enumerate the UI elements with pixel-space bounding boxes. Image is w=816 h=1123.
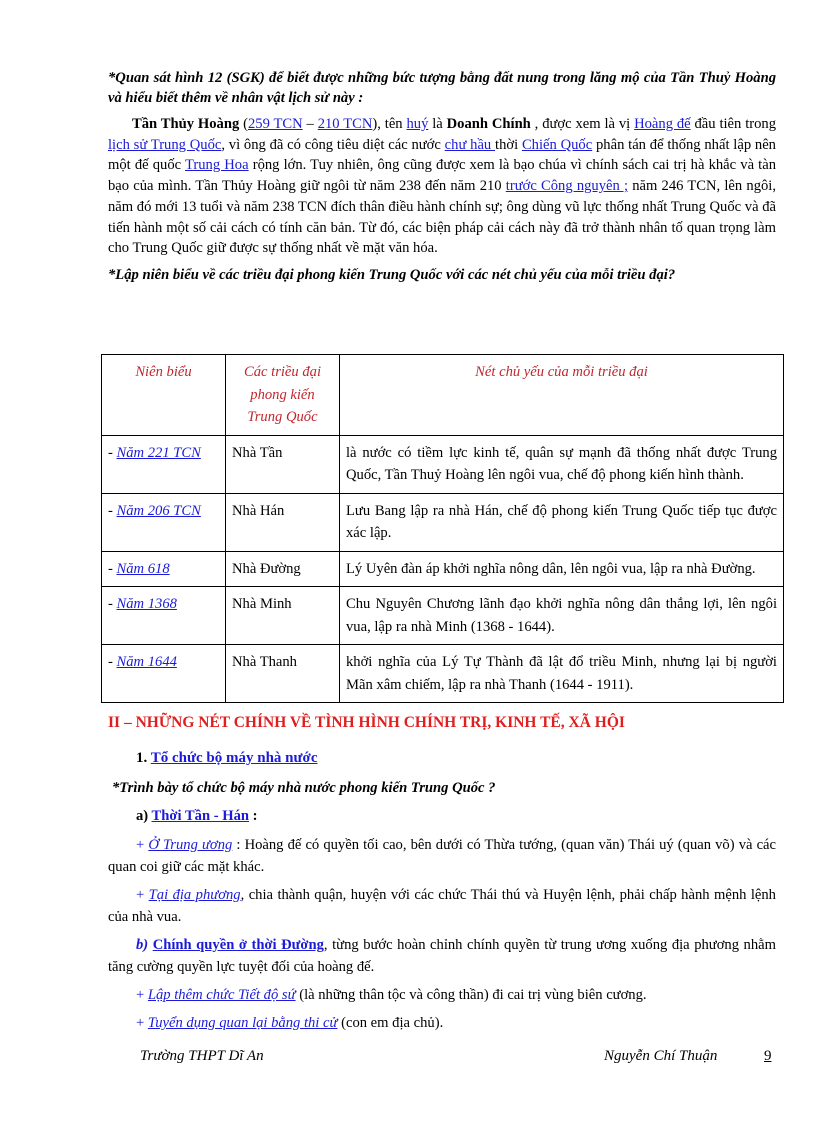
year-link[interactable]: Năm 618 (116, 560, 170, 577)
bio-name: Tần Thủy Hoàng (132, 116, 240, 132)
dynasty-cell: Nhà Minh (226, 587, 340, 645)
link-tuyen-dung-thi-cu[interactable]: Tuyển dụng quan lại bằng thi cử (147, 1015, 338, 1031)
year-link[interactable]: Năm 221 TCN (116, 444, 201, 461)
description-cell: là nước có tiềm lực kinh tế, quân sự mạnh đã thống nhất được Trung Quốc, Tần Thuỷ Hoàng lên ngôi vua, chế độ phong kiến hình thành. (340, 435, 784, 493)
section-2-title: II – NHỮNG NÉT CHÍNH VỀ TÌNH HÌNH CHÍNH TRỊ, KINH TẾ, XÃ HỘI (108, 714, 625, 731)
description-cell: Lưu Bang lập ra nhà Hán, chế độ phong kiến Trung Quốc tiếp tục được xác lập. (340, 493, 784, 551)
intro-block (108, 68, 776, 284)
year-link[interactable]: Năm 206 TCN (116, 502, 201, 519)
table-row (102, 551, 784, 587)
link-259-tcn[interactable]: 259 TCN (247, 116, 303, 132)
paragraph-thi-cu: + Tuyển dụng quan lại bằng thi cử (con em địa chủ). (136, 1015, 444, 1031)
bio-doanh-chinh: Doanh Chính (446, 116, 531, 132)
link-trung-hoa[interactable]: Trung Hoa (184, 157, 249, 174)
paragraph-tiet-do-su: + Lập thêm chức Tiết độ sứ (là những thân tộc và công thần) đi cai trị vùng biên cương. (136, 987, 647, 1003)
year-cell: - Năm 221 TCN (102, 435, 226, 493)
link-huy[interactable]: huý (406, 116, 429, 132)
header-trieu-dai: Các triều đại phong kiến Trung Quốc (226, 355, 340, 436)
link-chinh-quyen-thoi-duong[interactable]: Chính quyền ở thời Đường (152, 937, 324, 953)
description-cell: Chu Nguyên Chương lãnh đạo khởi nghĩa nông dân thắng lợi, lên ngôi vua, lập ra nhà Minh (1368 - 1644). (340, 587, 784, 645)
link-hoang-de[interactable]: Hoàng đế (634, 116, 691, 132)
link-thoi-tan-han[interactable]: Thời Tần - Hán (151, 808, 249, 824)
link-chu-hau[interactable]: chư hầu (444, 136, 496, 153)
description-cell: khởi nghĩa của Lý Tự Thành đã lật đổ triều Minh, nhưng lại bị người Mãn xâm chiếm, lập ra nhà Thanh (1644 - 1911). (340, 645, 784, 703)
link-tiet-do-su[interactable]: Lập thêm chức Tiết độ sứ (147, 987, 296, 1003)
table-header-row (102, 355, 784, 436)
link-210-tcn[interactable]: 210 TCN (317, 116, 373, 132)
question-3: *Trình bày tổ chức bộ máy nhà nước phong kiến Trung Quốc ? (112, 780, 496, 796)
link-o-trung-uong[interactable]: Ở Trung ương (148, 837, 233, 853)
dynasty-cell: Nhà Đường (226, 551, 340, 587)
dynasty-cell: Nhà Tần (226, 435, 340, 493)
link-tai-dia-phuong[interactable]: Tại địa phương (148, 887, 241, 903)
table-row (102, 645, 784, 703)
paragraph-dia-phuong: + Tại địa phương, chia thành quận, huyện với các chức Thái thú và Huyện lệnh, phải chấp hành mệnh lệnh của nhà vua. (108, 887, 776, 925)
paragraph-thoi-duong: b) Chính quyền ở thời Đường, từng bước hoàn chỉnh chính quyền từ trung ương xuống địa phương nhằm tăng cường quyền lực tuyệt đối của hoàng đế. (108, 937, 776, 975)
link-to-chuc-bo-may[interactable]: Tổ chức bộ máy nhà nước (150, 750, 318, 766)
biography-paragraph: Tần Thủy Hoàng (259 TCN – 210 TCN), tên huý là Doanh Chính , được xem là vị Hoàng đế đầu tiên trong lịch sử Trung Quốc, vì ông đã có công tiêu diệt các nước chư hầu thời Chiến Quốc phân tán để thống nhất lập nên một đế quốc Trung Hoa rộng lớn. Tuy nhiên, ông cũng được xem là bạo chúa vì chính sách cai trị hà khắc và tàn bạo của mình. Tần Thủy Hoàng giữ ngôi từ năm 238 đến năm 210 trước Công nguyên ; năm 246 TCN, lên ngôi, năm đó mới 13 tuổi và năm 238 TCN đích thân điều hành chính sự; ông dùng vũ lực thống nhất Trung Quốc và đã tiến hành một số cải cách có tính căn bản. Từ đó, các biện pháp cải cách này đã trở thành nhân tố quan trọng làm cho Trung Quốc giữ được sự thống nhất về mặt văn hóa. (108, 116, 777, 257)
link-chien-quoc[interactable]: Chiến Quốc (521, 136, 593, 153)
footer-author: Nguyễn Chí Thuận (604, 1048, 718, 1064)
year-cell: - Năm 1368 (102, 587, 226, 645)
link-lich-su-trung-quoc[interactable]: lịch sử Trung Quốc (108, 136, 222, 153)
year-cell: - Năm 206 TCN (102, 493, 226, 551)
description-cell: Lý Uyên đàn áp khởi nghĩa nông dân, lên ngôi vua, lập ra nhà Đường. (340, 551, 784, 587)
year-cell: - Năm 618 (102, 551, 226, 587)
year-link[interactable]: Năm 1368 (116, 596, 177, 612)
header-nien-bieu: Niên biểu (102, 355, 226, 436)
table-row (102, 493, 784, 551)
table-row (102, 435, 784, 493)
table-row (102, 587, 784, 645)
question-1: *Quan sát hình 12 (SGK) để biết được những bức tượng bằng đất nung trong lăng mộ của Tần Thuỷ Hoàng và hiểu biết thêm về nhân vật lịch sử này : (108, 70, 776, 106)
question-2: *Lập niên biểu về các triều đại phong kiến Trung Quốc với các nét chủ yếu của mỗi triều đại? (108, 266, 676, 283)
heading-a: a) Thời Tần - Hán : (136, 808, 258, 824)
paragraph-trung-uong: + Ở Trung ương : Hoàng đế có quyền tối cao, bên dưới có Thừa tướng, (quan văn) Thái uý (quan võ) và các quan coi giữ các mặt khác. (108, 837, 777, 875)
header-net-chu-yeu: Nét chủ yếu của mỗi triều đại (340, 355, 784, 436)
page-number: 9 (764, 1048, 772, 1064)
footer-school: Trường THPT Dĩ An (140, 1048, 264, 1064)
heading-to-chuc: 1. Tổ chức bộ máy nhà nước (136, 750, 318, 766)
dynasty-table (101, 354, 784, 703)
link-truoc-cong-nguyen[interactable]: trước Công nguyên ; (505, 178, 629, 195)
year-link[interactable]: Năm 1644 (116, 654, 177, 670)
dynasty-cell: Nhà Thanh (226, 645, 340, 703)
year-cell: - Năm 1644 (102, 645, 226, 703)
dynasty-cell: Nhà Hán (226, 493, 340, 551)
